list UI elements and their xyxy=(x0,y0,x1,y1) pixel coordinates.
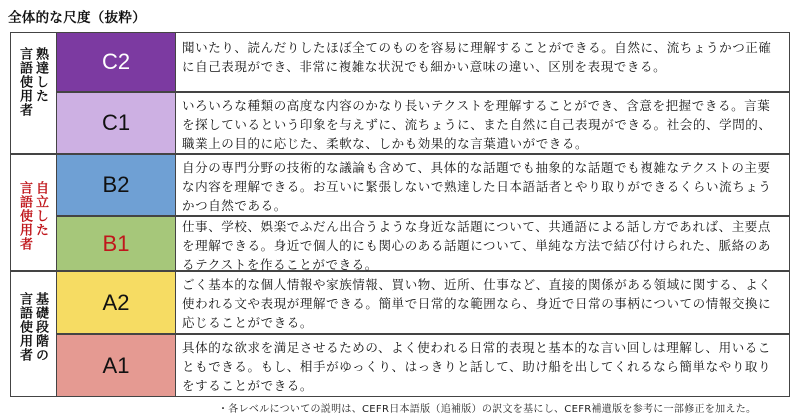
level-code: A1 xyxy=(57,335,176,396)
level-code: A2 xyxy=(57,272,176,333)
level-row-c2 xyxy=(56,32,790,92)
scale-table xyxy=(10,32,790,397)
level-description: いろいろな種類の高度な内容のかなり長いテクストを理解することができ、含意を把握できる。言葉を探しているという印象を与えずに、流ちょうに、また自然に自己表現ができる。社会的、学問的、職業上の目的に応じた、柔軟な、しかも効果的な言葉遣いができる。 xyxy=(182,98,772,151)
level-description: 聞いたり、読んだりしたほぼ全てのものを容易に理解することができる。自然に、流ちょうかつ正確に自己表現ができ、非常に複雑な状況でも細かい意味の違い、区別を表現できる。 xyxy=(182,40,772,74)
level-description: 自分の専門分野の技術的な議論も含めて、具体的な話題でも抽象的な話題でも複雑なテクストの主要な内容を理解できる。お互いに緊張しないで熟達した日本語話者とやり取りができるくらい流ちょうかつ自然である。 xyxy=(182,160,772,213)
group-label-a: 基礎段階の xyxy=(33,292,48,362)
level-row-b1 xyxy=(56,216,790,271)
level-code: B2 xyxy=(57,155,176,215)
level-code: C1 xyxy=(57,93,176,153)
group-label-a: 熟達した xyxy=(33,47,48,103)
group-proficient xyxy=(10,32,56,154)
group-label-b: 言語使用者 xyxy=(17,47,32,117)
level-description: ごく基本的な個人情報や家族情報、買い物、近所、仕事など、直接的関係がある領域に関する、よく使われる文や表現が理解できる。簡単で日常的な範囲なら、身近で日常の事柄についての情報交換に応じることができる。 xyxy=(182,277,772,330)
page-title: 全体的な尺度（抜粋） xyxy=(8,10,146,26)
footnote: ・各レベルについての説明は、CEFR日本語版（追補版）の訳文を基にし、CEFR補遺版を参考に一部修正を加えた。 xyxy=(218,404,757,415)
level-row-a2 xyxy=(56,271,790,334)
group-label-b: 言語使用者 xyxy=(17,292,32,362)
group-label-b: 言語使用者 xyxy=(17,181,32,251)
group-basic xyxy=(10,271,56,397)
level-description: 仕事、学校、娯楽でふだん出合うような身近な話題について、共通語による話し方であれば、主要点を理解できる。身近で個人的にも関心のある話題について、単純な方法で結び付けられた、脈絡のあるテクストを作ることができる。 xyxy=(182,219,772,272)
level-code: C2 xyxy=(57,33,176,91)
level-code: B1 xyxy=(57,217,176,270)
group-independent xyxy=(10,154,56,271)
group-label-a: 自立した xyxy=(33,181,48,237)
level-row-c1 xyxy=(56,92,790,154)
level-row-b2 xyxy=(56,154,790,216)
level-description: 具体的な欲求を満足させるための、よく使われる日常的表現と基本的な言い回しは理解し、用いることもできる。もし、相手がゆっくり、はっきりと話して、助け船を出してくれるなら簡単なやり取りをすることができる。 xyxy=(182,340,772,393)
level-row-a1 xyxy=(56,334,790,397)
